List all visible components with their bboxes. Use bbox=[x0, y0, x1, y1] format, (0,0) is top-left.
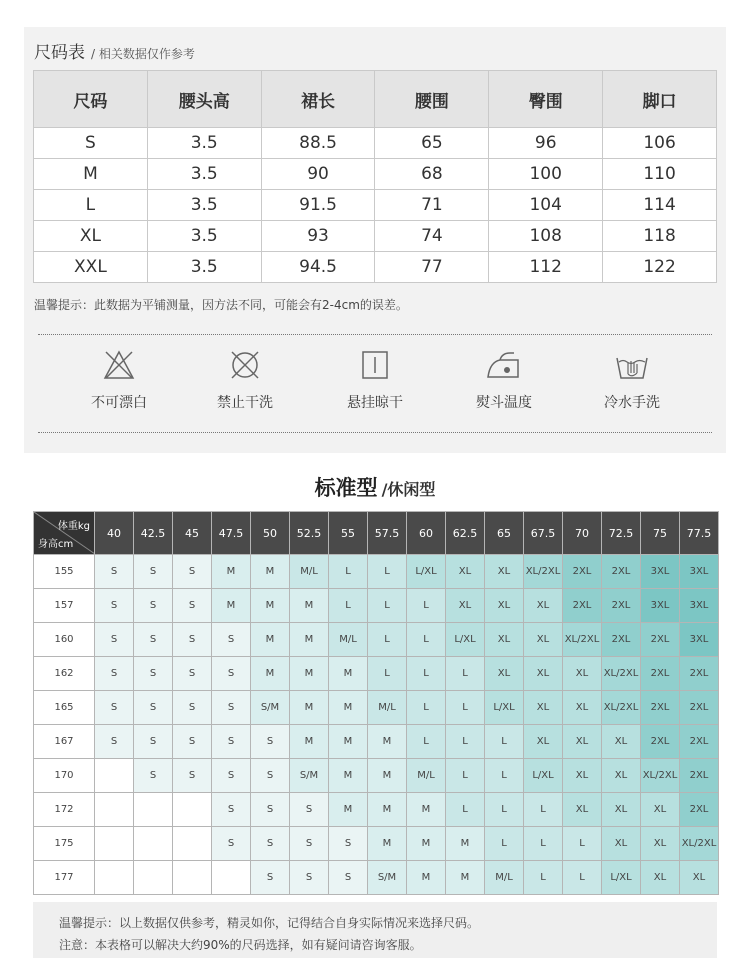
size-cell: 110 bbox=[603, 159, 717, 190]
height-header: 172 bbox=[34, 793, 95, 827]
size-chart-title: 尺码表 bbox=[34, 43, 85, 63]
height-header: 177 bbox=[34, 861, 95, 895]
fit-cell bbox=[134, 861, 173, 895]
footer-tip: 温馨提示：以上数据仅供参考，精灵如你，记得结合自身实际情况来选择尺码。 bbox=[59, 916, 480, 930]
fit-cell: 2XL bbox=[680, 691, 719, 725]
fit-cell: XL bbox=[524, 657, 563, 691]
fit-cell: S bbox=[251, 759, 290, 793]
fit-cell: L/XL bbox=[602, 861, 641, 895]
fit-cell: XL bbox=[485, 657, 524, 691]
fit-table bbox=[33, 511, 719, 895]
fit-cell: L bbox=[446, 657, 485, 691]
weight-header: 62.5 bbox=[446, 512, 485, 555]
fit-cell: L bbox=[446, 759, 485, 793]
fit-cell: S bbox=[212, 623, 251, 657]
care-no-bleach bbox=[64, 348, 174, 412]
size-cell: 93 bbox=[261, 221, 375, 252]
size-cell: 91.5 bbox=[261, 190, 375, 221]
fit-cell: XL bbox=[563, 759, 602, 793]
size-col-header: 尺码 bbox=[34, 71, 148, 128]
fit-cell: L bbox=[524, 827, 563, 861]
fit-cell bbox=[212, 861, 251, 895]
fit-cell: 3XL bbox=[641, 589, 680, 623]
fit-cell: XL bbox=[641, 793, 680, 827]
weight-header: 70 bbox=[563, 512, 602, 555]
fit-row bbox=[34, 589, 719, 623]
fit-cell bbox=[173, 793, 212, 827]
fit-row bbox=[34, 657, 719, 691]
size-table bbox=[33, 70, 717, 283]
fit-cell: M bbox=[446, 827, 485, 861]
size-cell: 88.5 bbox=[261, 128, 375, 159]
fit-cell: M bbox=[290, 657, 329, 691]
fit-cell: 2XL bbox=[641, 623, 680, 657]
size-row bbox=[34, 252, 717, 283]
fit-cell: S/M bbox=[251, 691, 290, 725]
fit-cell: S bbox=[95, 589, 134, 623]
footer-notes bbox=[33, 902, 717, 958]
fit-cell: S bbox=[212, 657, 251, 691]
fit-cell: M bbox=[446, 861, 485, 895]
fit-cell: L bbox=[407, 725, 446, 759]
fit-cell: S bbox=[212, 725, 251, 759]
fit-cell: XL bbox=[524, 623, 563, 657]
fit-cell: L bbox=[446, 691, 485, 725]
fit-cell: XL bbox=[485, 623, 524, 657]
fit-cell: S bbox=[173, 623, 212, 657]
size-cell: 100 bbox=[489, 159, 603, 190]
fit-cell bbox=[134, 793, 173, 827]
fit-cell: 2XL bbox=[680, 759, 719, 793]
fit-cell: M bbox=[368, 827, 407, 861]
fit-cell: 2XL bbox=[680, 657, 719, 691]
fit-cell: S bbox=[212, 827, 251, 861]
fit-cell: M bbox=[290, 691, 329, 725]
fit-cell: L bbox=[485, 759, 524, 793]
height-header: 167 bbox=[34, 725, 95, 759]
size-cell: 114 bbox=[603, 190, 717, 221]
size-cell: 94.5 bbox=[261, 252, 375, 283]
fit-cell: S bbox=[251, 861, 290, 895]
fit-cell: M bbox=[368, 793, 407, 827]
fit-cell: S/M bbox=[368, 861, 407, 895]
fit-cell: M bbox=[290, 725, 329, 759]
care-label: 熨斗温度 bbox=[476, 395, 532, 411]
care-no-dry-clean bbox=[190, 348, 300, 412]
fit-cell: L bbox=[485, 827, 524, 861]
fit-cell: XL bbox=[563, 691, 602, 725]
fit-cell: XL bbox=[641, 861, 680, 895]
care-hang-dry bbox=[320, 348, 430, 412]
iron-temperature-icon bbox=[484, 348, 524, 382]
fit-cell: 2XL bbox=[602, 555, 641, 589]
size-cell: 3.5 bbox=[147, 128, 261, 159]
fit-cell: L bbox=[368, 623, 407, 657]
size-cell: 65 bbox=[375, 128, 489, 159]
fit-cell: XL/2XL bbox=[641, 759, 680, 793]
size-cell: 68 bbox=[375, 159, 489, 190]
fit-cell: L bbox=[368, 589, 407, 623]
fit-cell: S bbox=[173, 691, 212, 725]
weight-header: 57.5 bbox=[368, 512, 407, 555]
weight-header: 60 bbox=[407, 512, 446, 555]
fit-cell: M bbox=[329, 657, 368, 691]
care-iron bbox=[449, 348, 559, 412]
fit-cell: S bbox=[173, 555, 212, 589]
fit-row bbox=[34, 827, 719, 861]
fit-cell: M bbox=[368, 759, 407, 793]
fit-cell: XL bbox=[524, 589, 563, 623]
fit-cell: L bbox=[446, 793, 485, 827]
fit-cell bbox=[134, 827, 173, 861]
fit-cell: L bbox=[329, 589, 368, 623]
fit-row bbox=[34, 725, 719, 759]
fit-cell: S bbox=[134, 555, 173, 589]
fit-cell: L bbox=[329, 555, 368, 589]
fit-cell: L/XL bbox=[446, 623, 485, 657]
fit-cell: S bbox=[95, 623, 134, 657]
fit-cell: L bbox=[407, 623, 446, 657]
fit-cell: S bbox=[173, 589, 212, 623]
height-header: 155 bbox=[34, 555, 95, 589]
care-label: 不可漂白 bbox=[91, 395, 147, 411]
fit-cell: M bbox=[212, 555, 251, 589]
fit-cell: M bbox=[407, 793, 446, 827]
fit-cell: S bbox=[134, 691, 173, 725]
fit-cell: 3XL bbox=[680, 623, 719, 657]
fit-cell: L/XL bbox=[524, 759, 563, 793]
fit-cell: XL bbox=[485, 589, 524, 623]
hand-wash-cold-icon bbox=[614, 348, 650, 382]
fit-cell: L bbox=[563, 827, 602, 861]
weight-header: 72.5 bbox=[602, 512, 641, 555]
fit-cell: S bbox=[212, 759, 251, 793]
fit-cell: M bbox=[290, 589, 329, 623]
fit-cell bbox=[95, 827, 134, 861]
height-header: 157 bbox=[34, 589, 95, 623]
size-cell: M bbox=[34, 159, 148, 190]
fit-cell: S bbox=[134, 657, 173, 691]
height-header: 160 bbox=[34, 623, 95, 657]
fit-cell: M bbox=[251, 623, 290, 657]
fit-cell: L bbox=[407, 657, 446, 691]
size-row bbox=[34, 159, 717, 190]
fit-cell: S bbox=[329, 827, 368, 861]
fit-cell: 2XL bbox=[641, 657, 680, 691]
fit-row bbox=[34, 555, 719, 589]
fit-cell: L bbox=[368, 657, 407, 691]
fit-cell: XL/2XL bbox=[602, 657, 641, 691]
height-header: 162 bbox=[34, 657, 95, 691]
fit-cell: 2XL bbox=[602, 623, 641, 657]
fit-cell: M bbox=[329, 725, 368, 759]
size-cell: 3.5 bbox=[147, 221, 261, 252]
weight-header: 65 bbox=[485, 512, 524, 555]
fit-cell: 2XL bbox=[563, 555, 602, 589]
fit-row bbox=[34, 793, 719, 827]
no-dry-clean-icon bbox=[228, 348, 262, 382]
size-row bbox=[34, 128, 717, 159]
fit-cell: L bbox=[485, 725, 524, 759]
fit-cell bbox=[173, 827, 212, 861]
fit-cell: XL bbox=[485, 555, 524, 589]
size-cell: 96 bbox=[489, 128, 603, 159]
fit-table-header bbox=[34, 512, 719, 555]
size-cell: L bbox=[34, 190, 148, 221]
fit-cell: S bbox=[95, 657, 134, 691]
fit-row bbox=[34, 623, 719, 657]
fit-row bbox=[34, 759, 719, 793]
size-cell: S bbox=[34, 128, 148, 159]
care-label: 冷水手洗 bbox=[604, 395, 660, 411]
fit-cell: XL bbox=[602, 827, 641, 861]
fit-cell: M bbox=[407, 827, 446, 861]
fit-cell: M bbox=[329, 691, 368, 725]
weight-header: 47.5 bbox=[212, 512, 251, 555]
footer-note: 注意：本表格可以解决大约90%的尺码选择，如有疑问请咨询客服。 bbox=[59, 938, 422, 952]
fit-cell: 3XL bbox=[680, 589, 719, 623]
fit-cell bbox=[173, 861, 212, 895]
fit-cell: S bbox=[290, 861, 329, 895]
no-bleach-icon bbox=[102, 348, 136, 382]
care-label: 禁止干洗 bbox=[217, 395, 273, 411]
size-cell: 3.5 bbox=[147, 159, 261, 190]
fit-cell: L bbox=[563, 861, 602, 895]
fit-cell: XL/2XL bbox=[680, 827, 719, 861]
size-col-header: 脚口 bbox=[603, 71, 717, 128]
fit-cell: M/L bbox=[329, 623, 368, 657]
weight-header: 77.5 bbox=[680, 512, 719, 555]
fit-cell: 3XL bbox=[641, 555, 680, 589]
fit-cell: S bbox=[95, 725, 134, 759]
measure-tip: 温馨提示：此数据为平铺测量，因方法不同，可能会有2-4cm的误差。 bbox=[34, 298, 408, 312]
fit-cell: M bbox=[251, 555, 290, 589]
fit-cell: L bbox=[524, 793, 563, 827]
size-row bbox=[34, 190, 717, 221]
fit-cell: L bbox=[407, 589, 446, 623]
size-cell: XXL bbox=[34, 252, 148, 283]
fit-cell: S bbox=[173, 759, 212, 793]
hang-dry-icon bbox=[358, 348, 392, 382]
fit-row bbox=[34, 861, 719, 895]
size-cell: 74 bbox=[375, 221, 489, 252]
fit-cell: L bbox=[407, 691, 446, 725]
fit-cell: XL bbox=[446, 555, 485, 589]
fit-cell bbox=[95, 759, 134, 793]
size-cell: 106 bbox=[603, 128, 717, 159]
fit-row bbox=[34, 691, 719, 725]
fit-cell: XL/2XL bbox=[602, 691, 641, 725]
fit-cell: 2XL bbox=[680, 793, 719, 827]
size-col-header: 臀围 bbox=[489, 71, 603, 128]
fit-cell: M bbox=[368, 725, 407, 759]
fit-cell: XL bbox=[563, 793, 602, 827]
size-cell: 71 bbox=[375, 190, 489, 221]
size-col-header: 腰围 bbox=[375, 71, 489, 128]
fit-cell: S bbox=[212, 691, 251, 725]
fit-cell: XL/2XL bbox=[524, 555, 563, 589]
fit-cell: XL bbox=[602, 725, 641, 759]
divider-top bbox=[38, 334, 712, 335]
fit-cell: S bbox=[134, 725, 173, 759]
size-cell: 122 bbox=[603, 252, 717, 283]
weight-axis-label: 体重kg bbox=[57, 521, 90, 532]
fit-cell: XL bbox=[563, 725, 602, 759]
weight-header: 75 bbox=[641, 512, 680, 555]
weight-header: 50 bbox=[251, 512, 290, 555]
height-header: 175 bbox=[34, 827, 95, 861]
size-cell: XL bbox=[34, 221, 148, 252]
fit-cell: S bbox=[251, 725, 290, 759]
fit-cell: 2XL bbox=[641, 691, 680, 725]
fit-subtitle: /休闲型 bbox=[381, 480, 436, 499]
fit-cell: XL/2XL bbox=[563, 623, 602, 657]
fit-cell: XL bbox=[602, 759, 641, 793]
fit-cell: S bbox=[290, 827, 329, 861]
weight-header: 45 bbox=[173, 512, 212, 555]
size-cell: 104 bbox=[489, 190, 603, 221]
size-row bbox=[34, 221, 717, 252]
fit-cell: M/L bbox=[485, 861, 524, 895]
size-cell: 3.5 bbox=[147, 190, 261, 221]
fit-cell: M bbox=[212, 589, 251, 623]
fit-cell: M/L bbox=[368, 691, 407, 725]
fit-cell: L bbox=[368, 555, 407, 589]
fit-cell: S bbox=[251, 827, 290, 861]
fit-cell: XL bbox=[524, 725, 563, 759]
fit-cell: XL bbox=[680, 861, 719, 895]
fit-cell: S/M bbox=[290, 759, 329, 793]
fit-cell: S bbox=[329, 861, 368, 895]
size-cell: 3.5 bbox=[147, 252, 261, 283]
fit-cell: S bbox=[212, 793, 251, 827]
size-table-header bbox=[34, 71, 717, 128]
fit-heading bbox=[0, 472, 750, 502]
fit-cell: S bbox=[290, 793, 329, 827]
fit-cell: M/L bbox=[290, 555, 329, 589]
divider-bottom bbox=[38, 432, 712, 433]
fit-cell: 2XL bbox=[563, 589, 602, 623]
fit-cell: S bbox=[95, 555, 134, 589]
fit-cell: M bbox=[329, 793, 368, 827]
size-col-header: 腰头高 bbox=[147, 71, 261, 128]
fit-cell: M bbox=[251, 657, 290, 691]
fit-cell: 2XL bbox=[602, 589, 641, 623]
fit-cell: S bbox=[173, 657, 212, 691]
fit-cell: 3XL bbox=[680, 555, 719, 589]
fit-cell: S bbox=[134, 589, 173, 623]
weight-header: 52.5 bbox=[290, 512, 329, 555]
height-axis-label: 身高cm bbox=[38, 539, 74, 550]
size-chart-title-row bbox=[34, 38, 195, 64]
fit-cell: M bbox=[407, 861, 446, 895]
weight-header: 67.5 bbox=[524, 512, 563, 555]
fit-cell: L bbox=[524, 861, 563, 895]
size-cell: 118 bbox=[603, 221, 717, 252]
fit-cell: XL bbox=[563, 657, 602, 691]
size-cell: 112 bbox=[489, 252, 603, 283]
fit-cell: 2XL bbox=[641, 725, 680, 759]
fit-cell: L/XL bbox=[407, 555, 446, 589]
fit-cell bbox=[95, 861, 134, 895]
fit-cell: L bbox=[446, 725, 485, 759]
size-cell: 108 bbox=[489, 221, 603, 252]
weight-header: 42.5 bbox=[134, 512, 173, 555]
size-col-header: 裙长 bbox=[261, 71, 375, 128]
fit-cell: S bbox=[134, 623, 173, 657]
fit-cell: L/XL bbox=[485, 691, 524, 725]
fit-cell: S bbox=[251, 793, 290, 827]
size-cell: 90 bbox=[261, 159, 375, 190]
fit-title: 标准型 bbox=[314, 476, 378, 500]
fit-cell: XL bbox=[641, 827, 680, 861]
height-header: 165 bbox=[34, 691, 95, 725]
fit-cell: L bbox=[485, 793, 524, 827]
height-header: 170 bbox=[34, 759, 95, 793]
fit-cell: S bbox=[134, 759, 173, 793]
fit-cell: S bbox=[173, 725, 212, 759]
care-hand-wash bbox=[577, 348, 687, 412]
fit-cell: XL bbox=[446, 589, 485, 623]
fit-cell bbox=[95, 793, 134, 827]
fit-cell: M/L bbox=[407, 759, 446, 793]
weight-header: 55 bbox=[329, 512, 368, 555]
fit-cell: XL bbox=[602, 793, 641, 827]
fit-cell: M bbox=[251, 589, 290, 623]
size-chart-subtitle: / 相关数据仅作参考 bbox=[91, 47, 195, 61]
care-label: 悬挂晾干 bbox=[347, 395, 403, 411]
fit-cell: 2XL bbox=[680, 725, 719, 759]
fit-cell: XL bbox=[524, 691, 563, 725]
size-cell: 77 bbox=[375, 252, 489, 283]
fit-cell: M bbox=[290, 623, 329, 657]
fit-cell: M bbox=[329, 759, 368, 793]
weight-header: 40 bbox=[95, 512, 134, 555]
fit-table-corner bbox=[34, 512, 95, 555]
fit-cell: S bbox=[95, 691, 134, 725]
